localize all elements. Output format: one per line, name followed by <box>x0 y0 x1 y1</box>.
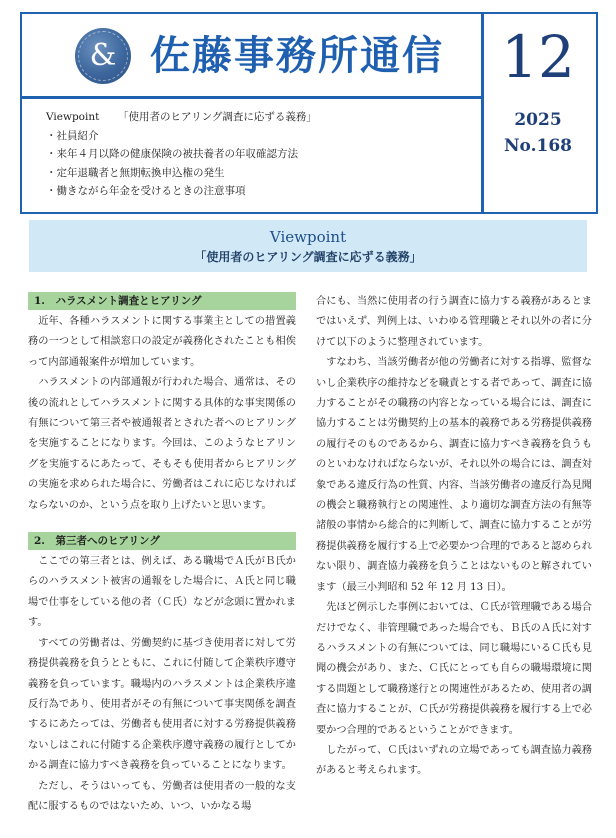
toc-item: ・働きながら年金を受けるときの注意事項 <box>46 185 246 198</box>
article-paragraph: ただし、そうはいっても、労働者は使用者の一般的な支配に服するものではないため、いつ、いかなる場 <box>28 780 296 812</box>
article-paragraph: ハラスメントの内部通報が行われた場合、通常は、その後の流れとしてハラスメントに関する具体的な事実関係の有無について第三者や被通報者とされた者へのヒアリングを実施することになります。今回は、このようなヒアリングを実施するにあたって、そもそも使用者からヒアリングの実施を求められた場合に、労働者はこれに応じなければならないのか、という点を取り上げたいと思います。 <box>28 377 296 511</box>
viewpoint-banner-label: Viewpoint <box>269 228 347 246</box>
article-right-column <box>316 292 592 782</box>
newsletter-title: 佐藤事務所通信 <box>150 33 444 79</box>
toc-item: ・定年退職者と無期転換申込権の発生 <box>46 166 225 179</box>
article-paragraph: ここでの第三者とは、例えば、ある職場でＡ氏がＢ氏からのハラスメント被害の通報をした場合に、Ａ氏と同じ職場で仕事をしている他の者（Ｃ氏）などが念頭に置かれます。 <box>28 556 296 629</box>
toc-item: ・来年４月以降の健康保険の被扶養者の年収確認方法 <box>46 148 298 161</box>
logo-text: & <box>89 38 117 73</box>
section-heading: 2. 第三者へのヒアリング <box>28 532 296 550</box>
article-paragraph: 合にも、当然に使用者の行う調査に協力する義務があるとまではいえず、判例上は、いわゆる管理職とそれ以外の者に分けて以下のように整理されています。 <box>316 296 592 348</box>
article-paragraph: すべての労働者は、労働契約に基づき使用者に対して労務提供義務を負うとともに、これに付随して企業秩序遵守義務を負っています。職場内のハラスメントは企業秩序違反行為であり、使用者がその有無について事実関係を調査するにあたっては、労働者も使用者に対する労務提供義務ないしはこれに付随する企業秩序遵守義務の履行としてかかる調査に協力すべき義務を負っていることになります。 <box>28 637 296 772</box>
issue-no: No.168 <box>504 136 572 156</box>
toc-viewpoint <box>46 108 446 127</box>
toc-viewpoint-title: 「使用者のヒアリング調査に応ずる義務」 <box>118 111 317 123</box>
section-heading: 1. ハラスメント調査とヒアリング <box>28 292 296 310</box>
toc-item: ・社員紹介 <box>46 129 99 142</box>
table-of-contents <box>46 108 446 201</box>
issue-year: 2025 <box>514 110 562 130</box>
article-left-column <box>28 292 296 817</box>
article-paragraph: したがって、Ｃ氏はいずれの立場であっても調査協力義務があると考えられます。 <box>316 744 592 777</box>
viewpoint-banner <box>29 220 587 272</box>
toc-viewpoint-label: Viewpoint <box>46 111 100 123</box>
viewpoint-banner-title: 「使用者のヒアリング調査に応ずる義務」 <box>194 250 422 264</box>
article-paragraph: 近年、各種ハラスメントに関する事業主としての措置義務の一つとして相談窓口の設定が義務化されたことも相俟って内部通報案件が増加しています。 <box>28 316 296 368</box>
article-paragraph: 先ほど例示した事例においては、Ｃ氏が管理職である場合だけでなく、非管理職であった場合でも、Ｂ氏のＡ氏に対するハラスメントの有無については、同じ職場にいるＣ氏も見聞の機会があり、また、Ｃ氏にとっても自らの職場環境に関する問題として職務遂行との関連性があるため、使用者の調査に協力することが、Ｃ氏が労務提供義務を履行する上で必要かつ合理的であるということができます。 <box>316 602 592 736</box>
ampersand-logo-icon <box>75 28 131 84</box>
article-paragraph: すなわち、当該労働者が他の労働者に対する指導、監督ないし企業秩序の維持などを職責とする者であって、調査に協力することがその職務の内容となっている場合には、調査に協力することは労働契約上の基本的義務である労務提供義務の履行そのものであるから、調査に協力すべき義務を負うものといわなければならないが、それ以外の場合には、調査対象である違反行為の性質、内容、当該労働者の違反行為見聞の機会と職務執行との関連性、より適切な調査方法の有無等諸般の事情から総合的に判断して、調査に協力することが労務提供義務を履行する上で必要かつ合理的であると認められない限り、調査協力義務を負うことはないものと解されています（最三小判昭和 52 年 12 月 13 日）。 <box>316 357 592 593</box>
frame-divider-horizontal <box>22 96 481 99</box>
issue-number: 12 <box>501 23 575 91</box>
